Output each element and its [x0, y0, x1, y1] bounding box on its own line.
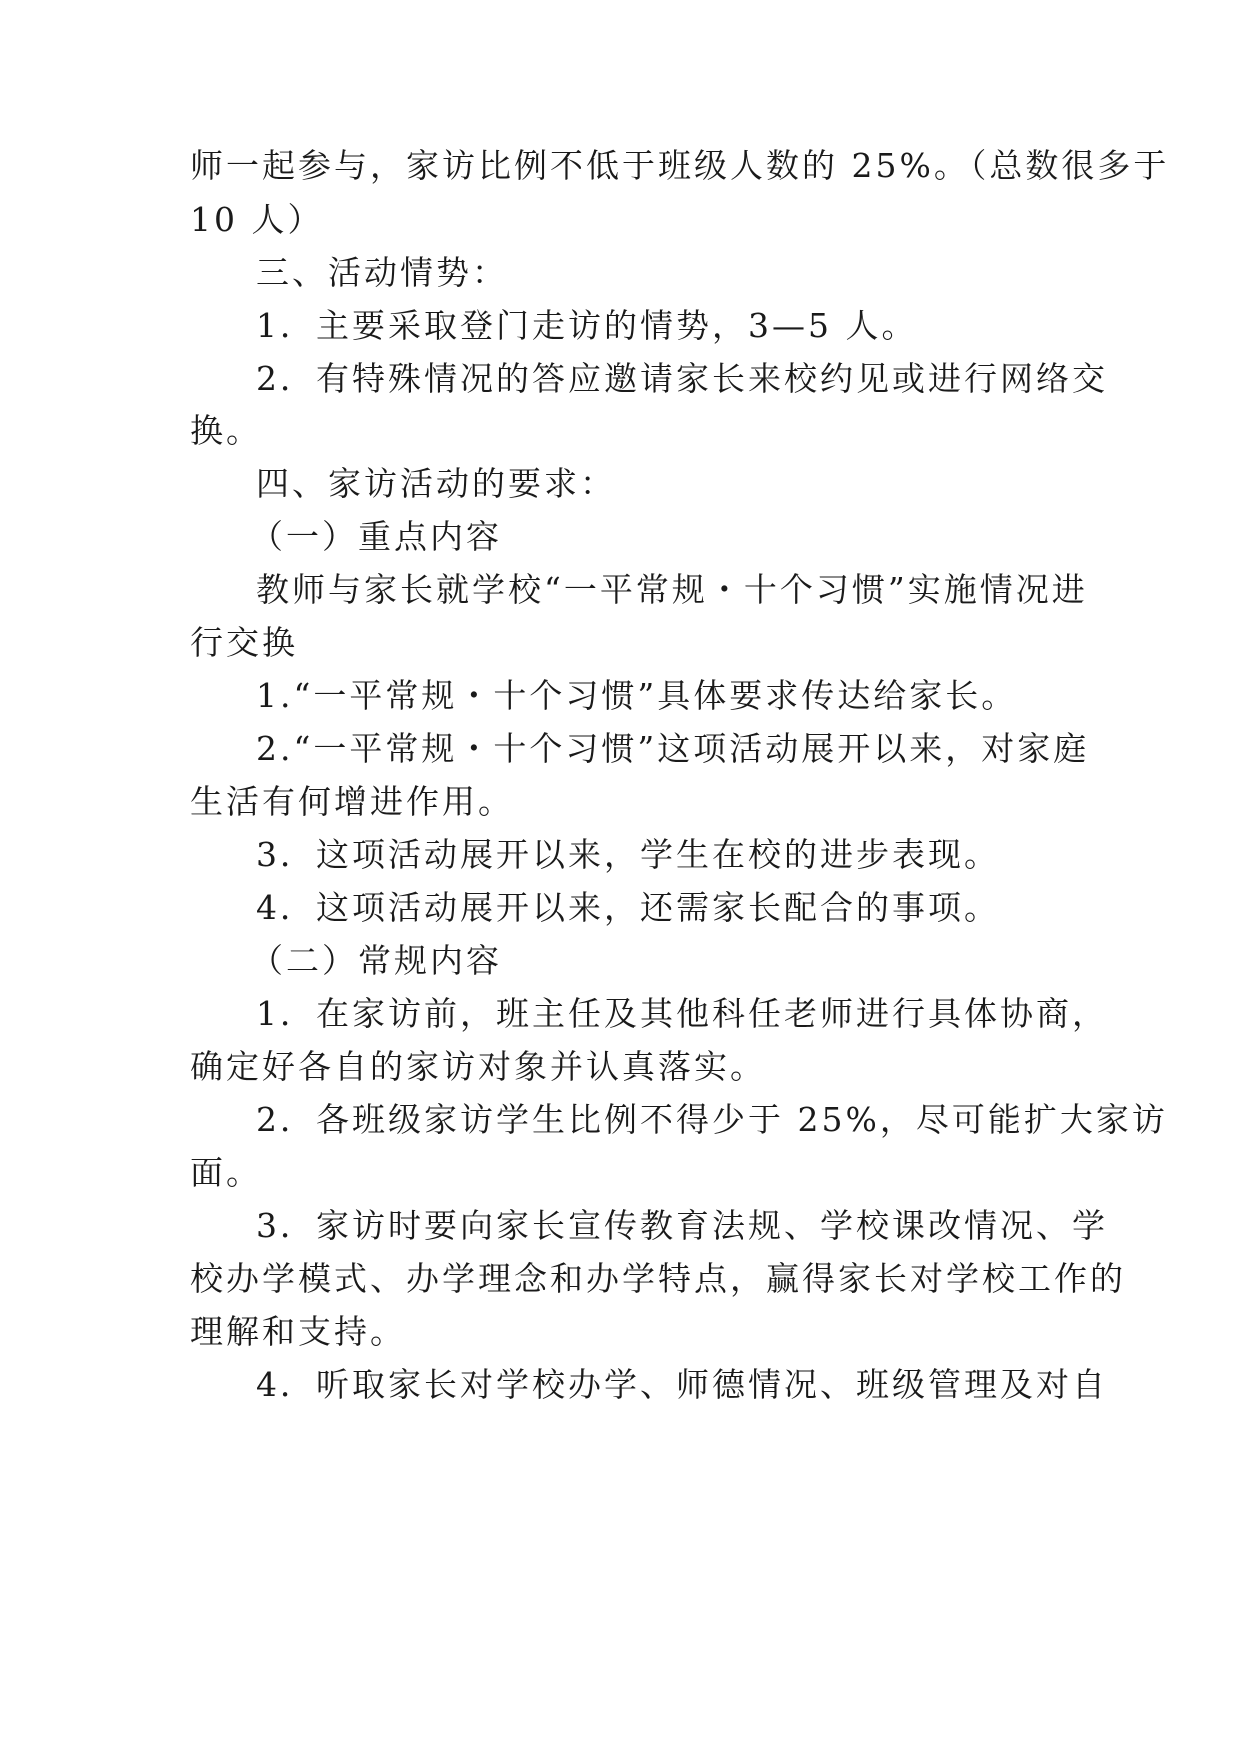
body-text-line: 换。 — [190, 411, 262, 450]
body-text-line: 生活有何增进作用。 — [190, 782, 514, 821]
body-text-line: 师一起参与，家访比例不低于班级人数的 25%。（总数很多于 — [190, 146, 1170, 185]
body-text-line: 校办学模式、办学理念和办学特点，赢得家长对学校工作的 — [190, 1259, 1126, 1298]
section-heading: 三、活动情势： — [256, 253, 508, 292]
subsection-heading: （二）常规内容 — [250, 941, 502, 980]
body-text-line: 面。 — [190, 1153, 262, 1192]
list-item: 1．主要采取登门走访的情势，3—5 人。 — [256, 306, 918, 345]
subsection-heading: （一）重点内容 — [250, 517, 502, 556]
list-item: 2.“一平常规・十个习惯”这项活动展开以来，对家庭 — [256, 729, 1090, 768]
list-item: 2．有特殊情况的答应邀请家长来校约见或进行网络交 — [256, 359, 1108, 398]
list-item: 2．各班级家访学生比例不得少于 25%，尽可能扩大家访 — [256, 1100, 1168, 1139]
list-item: 3．家访时要向家长宣传教育法规、学校课改情况、学 — [256, 1206, 1108, 1245]
list-item: 1．在家访前，班主任及其他科任老师进行具体协商， — [256, 994, 1108, 1033]
body-text-line: 行交换 — [190, 623, 298, 662]
list-item: 3．这项活动展开以来，学生在校的进步表现。 — [256, 835, 1000, 874]
list-item: 4．听取家长对学校办学、师德情况、班级管理及对自 — [256, 1365, 1108, 1404]
section-heading: 四、家访活动的要求： — [256, 464, 616, 503]
body-text-line: 理解和支持。 — [190, 1312, 406, 1351]
body-text-line: 10 人） — [190, 200, 324, 239]
list-item: 1.“一平常规・十个习惯”具体要求传达给家长。 — [256, 676, 1018, 715]
body-text-line: 确定好各自的家访对象并认真落实。 — [190, 1047, 766, 1086]
list-item: 4．这项活动展开以来，还需家长配合的事项。 — [256, 888, 1000, 927]
body-text-line: 教师与家长就学校“一平常规・十个习惯”实施情况进 — [256, 570, 1088, 609]
